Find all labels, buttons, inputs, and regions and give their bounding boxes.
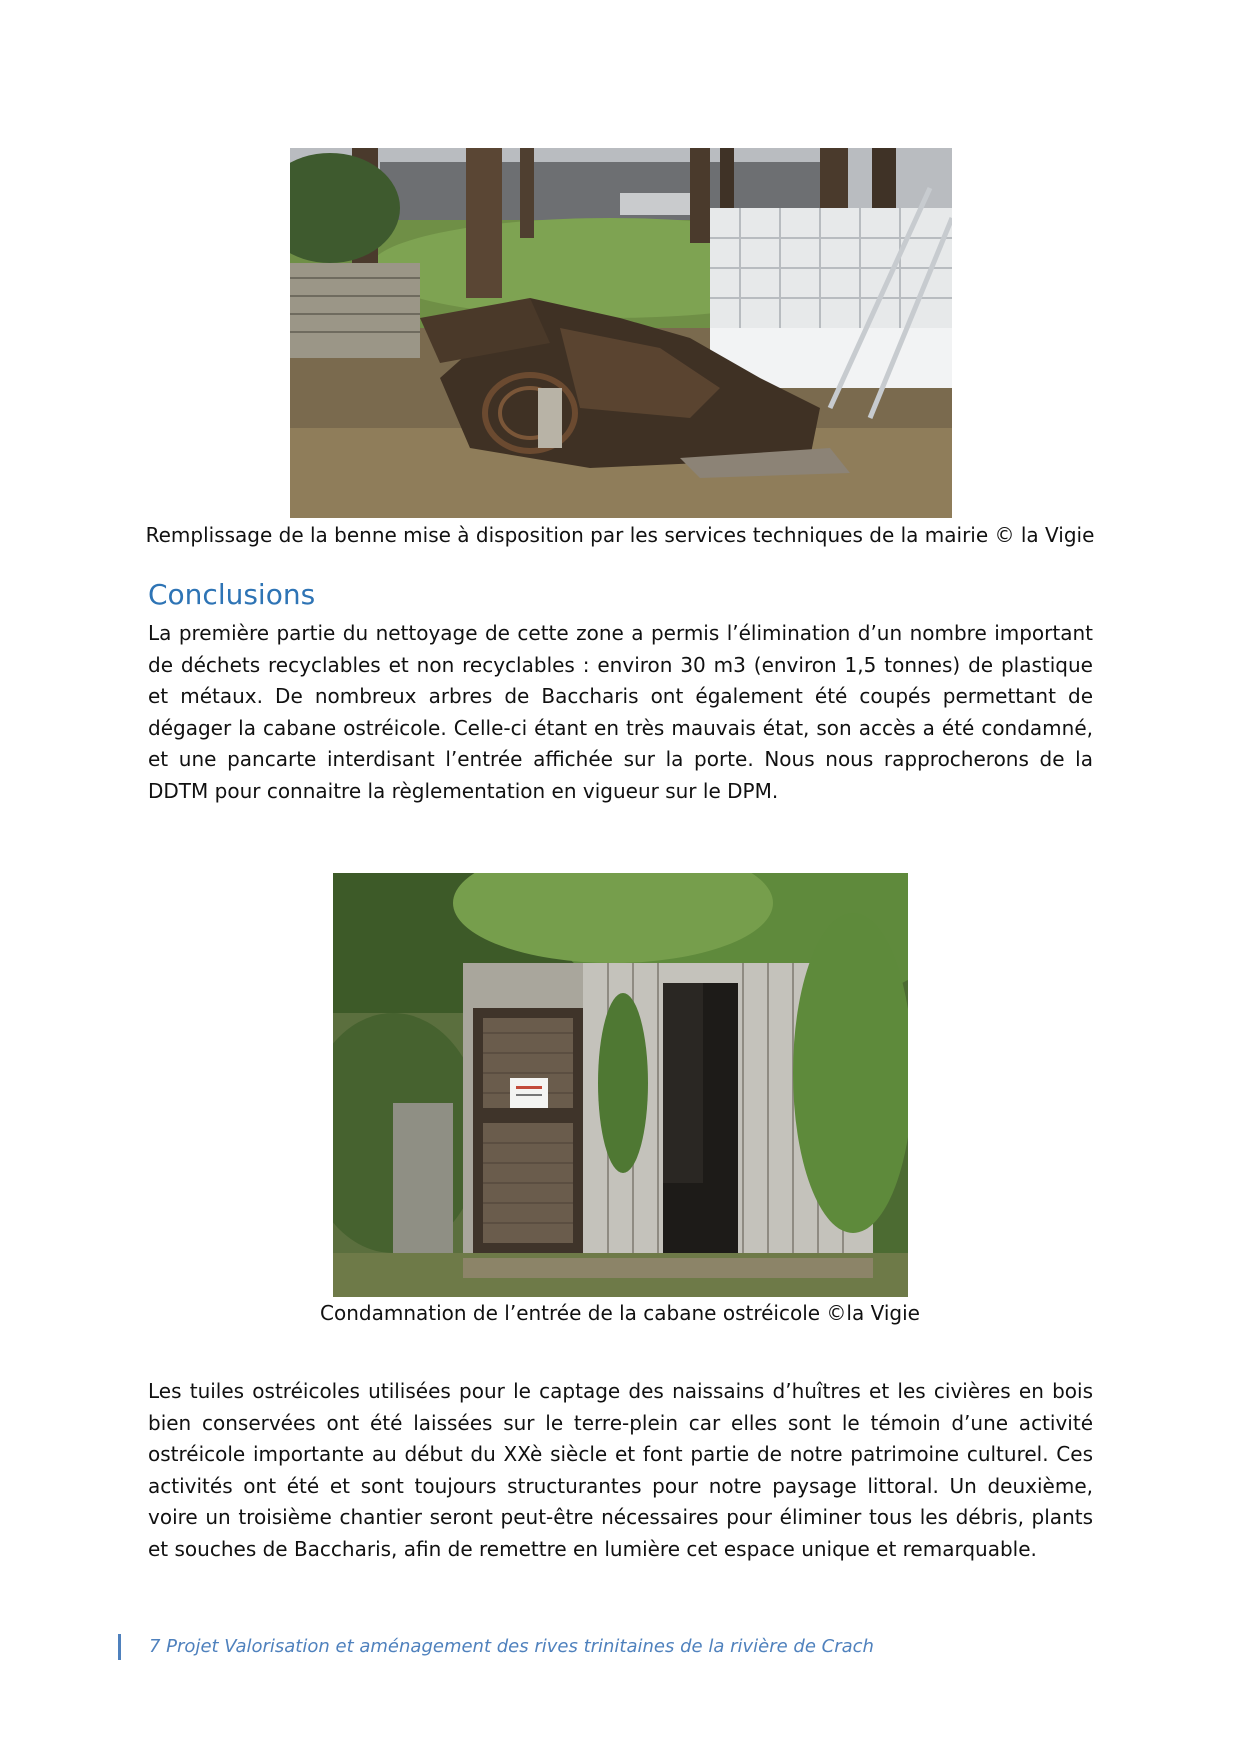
page-footer: 7 Projet Valorisation et aménagement des rives trinitaines de la rivière de Crach bbox=[118, 1634, 874, 1660]
oyster-shack-photo bbox=[333, 873, 908, 1297]
figure-caption: Condamnation de l’entrée de la cabane ostréicole ©la Vigie bbox=[320, 1301, 920, 1325]
body-paragraph: La première partie du nettoyage de cette zone a permis l’élimination d’un nombre important de déchets recyclables et non recyclables : environ 30 m3 (environ 1,5 tonnes) de plastique et métaux. De nombreux arbres de Baccharis ont également été coupés permettant de dégager la cabane ostréicole. Celle-ci étant en très mauvais état, son accès a été condamné, et une pancarte interdisant l’entrée affichée sur la porte. Nous nous rapprocherons de la DDTM pour connaitre la règlementation en vigueur sur le DPM. bbox=[148, 621, 1093, 803]
figure-caption: Remplissage de la benne mise à disposition par les services techniques de la mairie © la Vigie bbox=[145, 523, 1095, 547]
body-paragraph: Les tuiles ostréicoles utilisées pour le captage des naissains d’huîtres et les civières en bois bien conservées ont été laissées sur le terre-plein car elles sont le témoin d’une activité ostréicole importante au début du XXè siècle et font partie de notre patrimoine culturel. Ces activités ont été et sont toujours structurantes pour notre paysage littoral. Un deuxième, voire un troisième chantier seront peut-être nécessaires pour éliminer tous les débris, plants et souches de Baccharis, afin de remettre en lumière cet espace unique et remarquable. bbox=[148, 1379, 1093, 1561]
section-heading: Conclusions bbox=[148, 578, 316, 611]
debris-pile-photo bbox=[290, 148, 952, 518]
